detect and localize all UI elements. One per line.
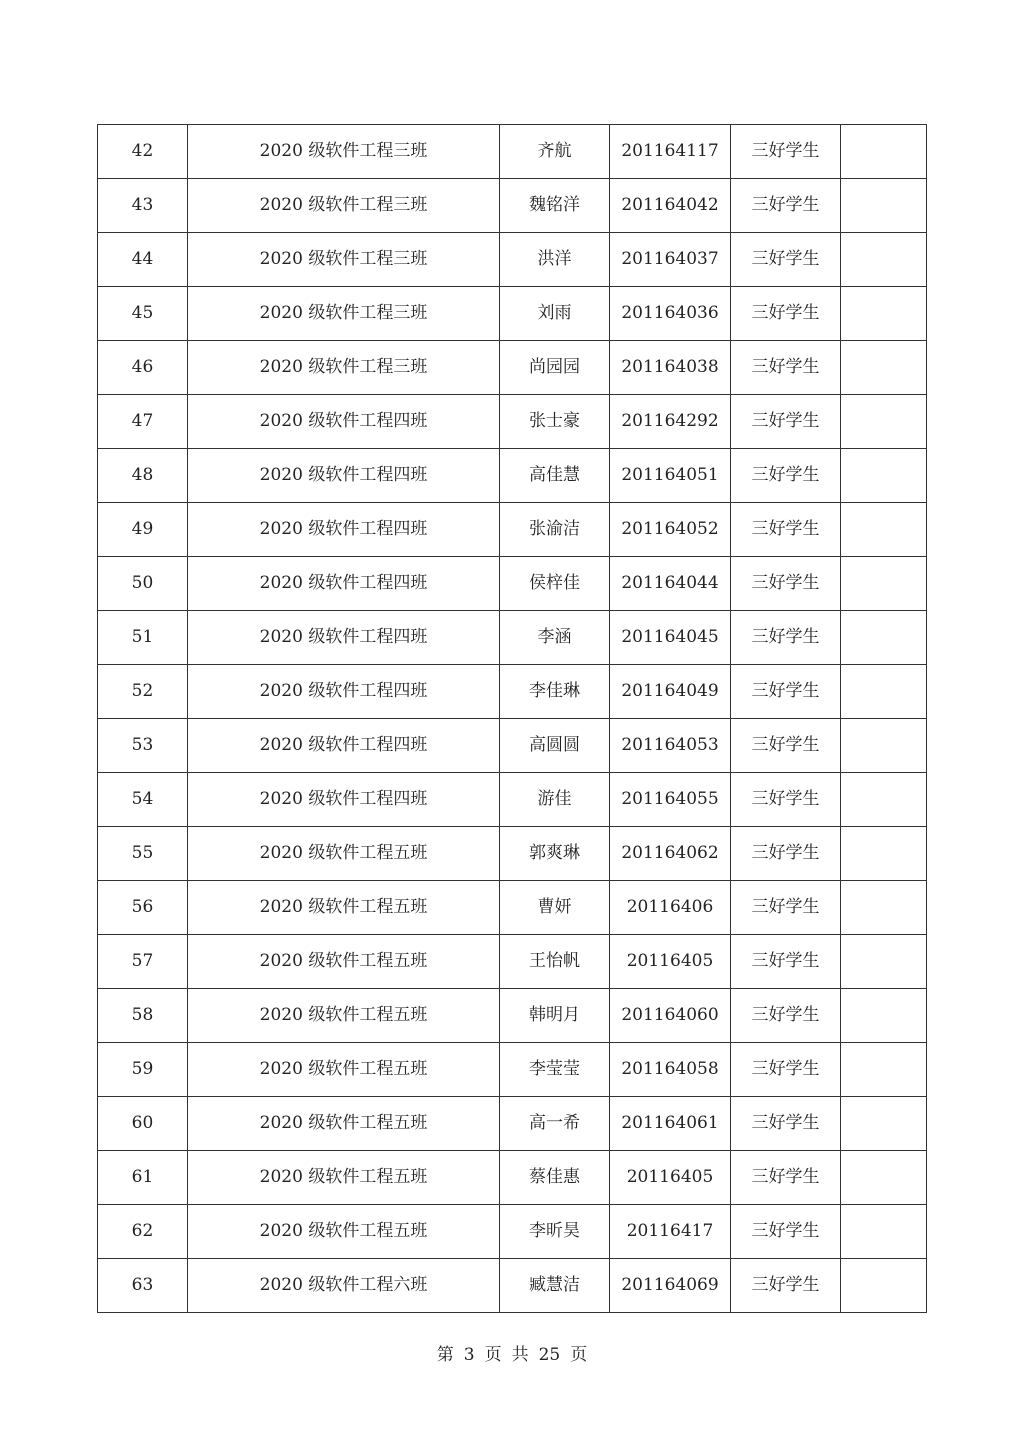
award-cell: 三好学生 (731, 1043, 841, 1097)
student-name-cell: 魏铭洋 (500, 179, 610, 233)
class-name-cell: 2020 级软件工程四班 (188, 503, 500, 557)
note-cell (841, 719, 927, 773)
student-name-cell: 高一希 (500, 1097, 610, 1151)
note-cell (841, 233, 927, 287)
award-cell: 三好学生 (731, 881, 841, 935)
award-cell: 三好学生 (731, 125, 841, 179)
award-cell: 三好学生 (731, 557, 841, 611)
class-name-cell: 2020 级软件工程三班 (188, 287, 500, 341)
class-name-cell: 2020 级软件工程四班 (188, 395, 500, 449)
row-number-cell: 45 (98, 287, 188, 341)
row-number-cell: 43 (98, 179, 188, 233)
award-cell: 三好学生 (731, 611, 841, 665)
student-name-cell: 李涵 (500, 611, 610, 665)
student-name-cell: 刘雨 (500, 287, 610, 341)
table-row (98, 1043, 927, 1097)
note-cell (841, 179, 927, 233)
note-cell (841, 611, 927, 665)
footer-total-pages: 25 (538, 1345, 561, 1365)
student-id-cell: 201164042 (610, 179, 731, 233)
table-row (98, 449, 927, 503)
table-row (98, 1151, 927, 1205)
award-cell: 三好学生 (731, 503, 841, 557)
row-number-cell: 48 (98, 449, 188, 503)
class-name-cell: 2020 级软件工程五班 (188, 1043, 500, 1097)
class-name-cell: 2020 级软件工程三班 (188, 341, 500, 395)
student-name-cell: 游佳 (500, 773, 610, 827)
award-cell: 三好学生 (731, 179, 841, 233)
student-name-cell: 李莹莹 (500, 1043, 610, 1097)
row-number-cell: 44 (98, 233, 188, 287)
class-name-cell: 2020 级软件工程三班 (188, 233, 500, 287)
student-name-cell: 李佳琳 (500, 665, 610, 719)
table-row (98, 1097, 927, 1151)
table-row (98, 233, 927, 287)
class-name-cell: 2020 级软件工程五班 (188, 935, 500, 989)
student-name-cell: 高圆圆 (500, 719, 610, 773)
footer-page-mid: 页 (484, 1345, 502, 1365)
row-number-cell: 59 (98, 1043, 188, 1097)
student-name-cell: 曹妍 (500, 881, 610, 935)
row-number-cell: 62 (98, 1205, 188, 1259)
award-cell: 三好学生 (731, 665, 841, 719)
row-number-cell: 60 (98, 1097, 188, 1151)
note-cell (841, 1043, 927, 1097)
student-name-cell: 蔡佳惠 (500, 1151, 610, 1205)
row-number-cell: 56 (98, 881, 188, 935)
note-cell (841, 287, 927, 341)
class-name-cell: 2020 级软件工程五班 (188, 1205, 500, 1259)
class-name-cell: 2020 级软件工程四班 (188, 449, 500, 503)
award-cell: 三好学生 (731, 1097, 841, 1151)
class-name-cell: 2020 级软件工程四班 (188, 611, 500, 665)
student-id-cell: 201164069 (610, 1259, 731, 1313)
class-name-cell: 2020 级软件工程四班 (188, 665, 500, 719)
table-row (98, 179, 927, 233)
row-number-cell: 47 (98, 395, 188, 449)
note-cell (841, 881, 927, 935)
class-name-cell: 2020 级软件工程六班 (188, 1259, 500, 1313)
note-cell (841, 503, 927, 557)
student-name-cell: 韩明月 (500, 989, 610, 1043)
note-cell (841, 827, 927, 881)
award-cell: 三好学生 (731, 827, 841, 881)
class-name-cell: 2020 级软件工程五班 (188, 1097, 500, 1151)
award-cell: 三好学生 (731, 1259, 841, 1313)
note-cell (841, 665, 927, 719)
row-number-cell: 46 (98, 341, 188, 395)
row-number-cell: 49 (98, 503, 188, 557)
note-cell (841, 1151, 927, 1205)
table-row (98, 557, 927, 611)
row-number-cell: 57 (98, 935, 188, 989)
note-cell (841, 935, 927, 989)
row-number-cell: 53 (98, 719, 188, 773)
note-cell (841, 1097, 927, 1151)
row-number-cell: 61 (98, 1151, 188, 1205)
table-row (98, 719, 927, 773)
class-name-cell: 2020 级软件工程三班 (188, 125, 500, 179)
note-cell (841, 125, 927, 179)
student-id-cell: 201164061 (610, 1097, 731, 1151)
page-footer (0, 1340, 1024, 1365)
student-id-cell: 201164117 (610, 125, 731, 179)
class-name-cell: 2020 级软件工程四班 (188, 773, 500, 827)
row-number-cell: 54 (98, 773, 188, 827)
table-row (98, 341, 927, 395)
note-cell (841, 773, 927, 827)
student-id-cell: 20116405 (610, 1151, 731, 1205)
table-row (98, 287, 927, 341)
table-row (98, 935, 927, 989)
class-name-cell: 2020 级软件工程五班 (188, 1151, 500, 1205)
student-id-cell: 201164049 (610, 665, 731, 719)
student-id-cell: 201164062 (610, 827, 731, 881)
student-name-cell: 齐航 (500, 125, 610, 179)
student-id-cell: 201164060 (610, 989, 731, 1043)
student-id-cell: 20116417 (610, 1205, 731, 1259)
award-cell: 三好学生 (731, 341, 841, 395)
student-id-cell: 201164045 (610, 611, 731, 665)
student-id-cell: 20116405 (610, 935, 731, 989)
class-name-cell: 2020 级软件工程五班 (188, 989, 500, 1043)
table-row (98, 395, 927, 449)
class-name-cell: 2020 级软件工程五班 (188, 827, 500, 881)
table-row (98, 611, 927, 665)
award-cell: 三好学生 (731, 233, 841, 287)
student-id-cell: 201164058 (610, 1043, 731, 1097)
row-number-cell: 42 (98, 125, 188, 179)
student-name-cell: 李昕昊 (500, 1205, 610, 1259)
student-name-cell: 尚园园 (500, 341, 610, 395)
award-cell: 三好学生 (731, 287, 841, 341)
table-row (98, 773, 927, 827)
row-number-cell: 58 (98, 989, 188, 1043)
award-cell: 三好学生 (731, 449, 841, 503)
award-cell: 三好学生 (731, 773, 841, 827)
class-name-cell: 2020 级软件工程三班 (188, 179, 500, 233)
table-row (98, 881, 927, 935)
table-row (98, 989, 927, 1043)
student-name-cell: 高佳慧 (500, 449, 610, 503)
table-row (98, 1259, 927, 1313)
award-cell: 三好学生 (731, 989, 841, 1043)
award-cell: 三好学生 (731, 935, 841, 989)
note-cell (841, 989, 927, 1043)
note-cell (841, 341, 927, 395)
student-id-cell: 201164055 (610, 773, 731, 827)
student-name-cell: 郭爽琳 (500, 827, 610, 881)
row-number-cell: 51 (98, 611, 188, 665)
student-id-cell: 201164037 (610, 233, 731, 287)
note-cell (841, 449, 927, 503)
award-cell: 三好学生 (731, 719, 841, 773)
student-id-cell: 20116406 (610, 881, 731, 935)
class-name-cell: 2020 级软件工程四班 (188, 557, 500, 611)
table-row (98, 827, 927, 881)
footer-total-suffix: 页 (570, 1345, 588, 1365)
footer-page-number: 3 (463, 1345, 475, 1365)
student-id-cell: 201164292 (610, 395, 731, 449)
table-row (98, 1205, 927, 1259)
note-cell (841, 557, 927, 611)
row-number-cell: 63 (98, 1259, 188, 1313)
award-cell: 三好学生 (731, 395, 841, 449)
student-id-cell: 201164038 (610, 341, 731, 395)
student-id-cell: 201164052 (610, 503, 731, 557)
student-id-cell: 201164036 (610, 287, 731, 341)
row-number-cell: 55 (98, 827, 188, 881)
row-number-cell: 50 (98, 557, 188, 611)
student-name-cell: 洪洋 (500, 233, 610, 287)
note-cell (841, 1205, 927, 1259)
student-name-cell: 张渝洁 (500, 503, 610, 557)
class-name-cell: 2020 级软件工程四班 (188, 719, 500, 773)
class-name-cell: 2020 级软件工程五班 (188, 881, 500, 935)
student-name-cell: 侯梓佳 (500, 557, 610, 611)
award-cell: 三好学生 (731, 1151, 841, 1205)
roster-body (98, 125, 927, 1313)
student-name-cell: 王怡帆 (500, 935, 610, 989)
footer-page-prefix: 第 (436, 1345, 454, 1365)
student-id-cell: 201164044 (610, 557, 731, 611)
award-cell: 三好学生 (731, 1205, 841, 1259)
student-name-cell: 臧慧洁 (500, 1259, 610, 1313)
table-row (98, 503, 927, 557)
student-id-cell: 201164051 (610, 449, 731, 503)
award-roster-table (97, 124, 927, 1313)
table-row (98, 125, 927, 179)
note-cell (841, 1259, 927, 1313)
student-name-cell: 张士豪 (500, 395, 610, 449)
footer-total-prefix: 共 (511, 1345, 529, 1365)
student-id-cell: 201164053 (610, 719, 731, 773)
note-cell (841, 395, 927, 449)
table-row (98, 665, 927, 719)
row-number-cell: 52 (98, 665, 188, 719)
